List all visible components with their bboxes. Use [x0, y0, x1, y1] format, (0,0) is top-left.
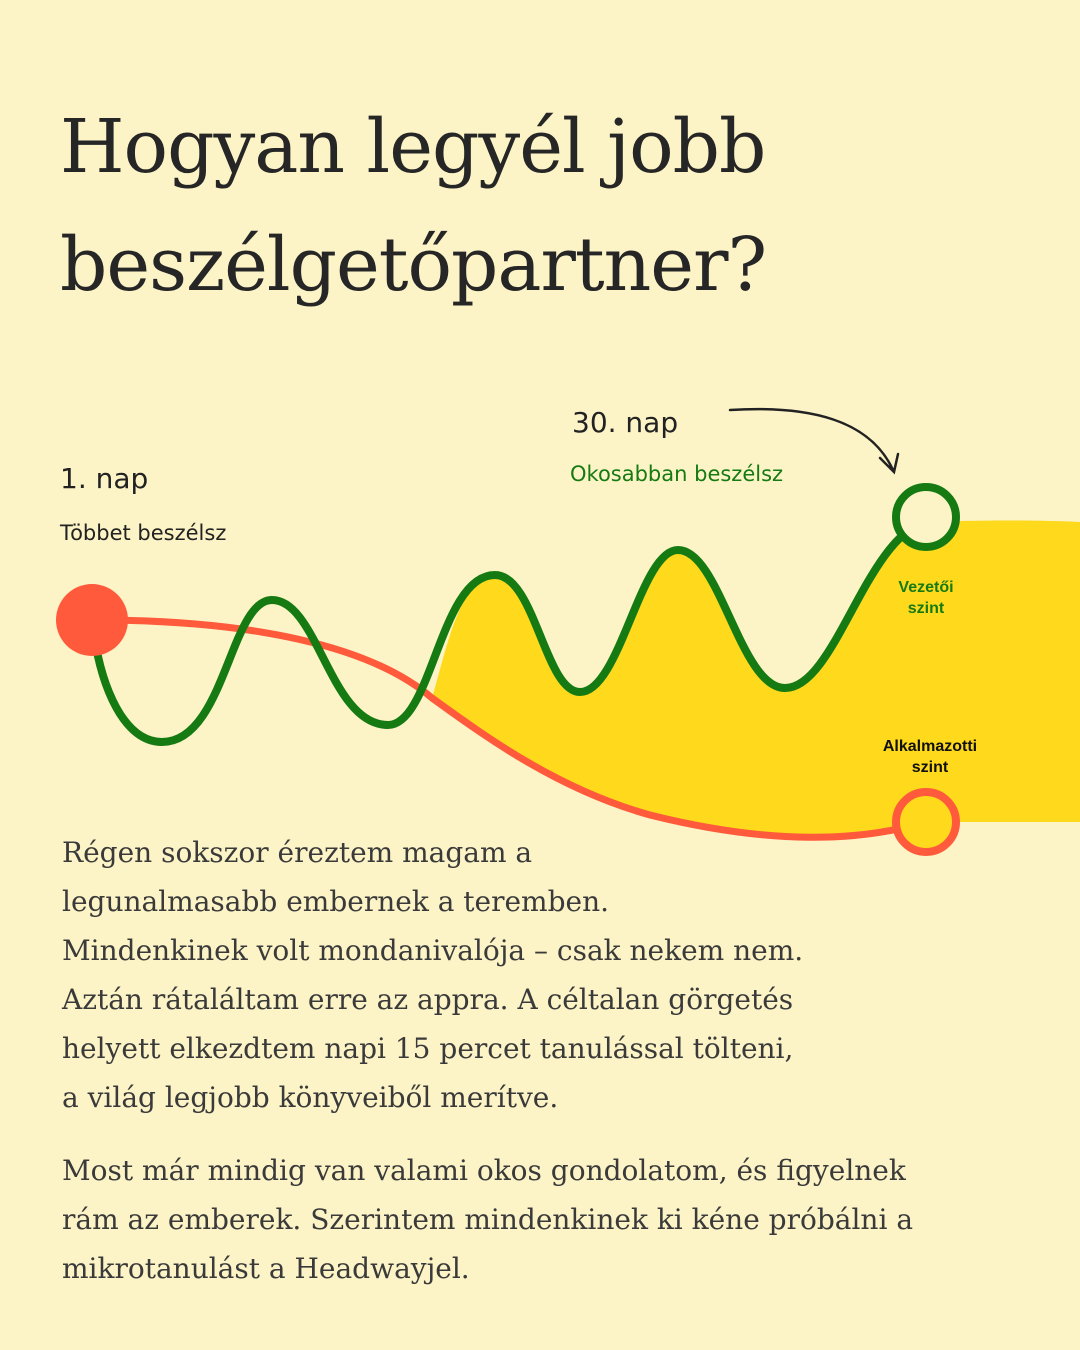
- paragraph-1-line: Régen sokszor éreztem magam a: [62, 836, 533, 869]
- leader-level-label-2: szint: [907, 600, 945, 617]
- paragraph-2-line: mikrotanulást a Headwayjel.: [62, 1252, 470, 1285]
- growth-diagram: [0, 380, 1080, 880]
- paragraph-1-line: helyett elkezdtem napi 15 percet tanulással tölteni,: [62, 1032, 794, 1065]
- page-title: [60, 88, 766, 324]
- end-caption: Okosabban beszélsz: [570, 462, 784, 486]
- start-caption: Többet beszélsz: [60, 521, 227, 545]
- leader-level-label-1: Vezetői: [898, 579, 954, 596]
- paragraph-1-line: Mindenkinek volt mondanivalója – csak nekem nem.: [62, 934, 804, 967]
- employee-level-label-1: Alkalmazotti: [882, 738, 978, 755]
- paragraph-1-line: a világ legjobb könyveiből merítve.: [62, 1081, 559, 1114]
- paragraph-1-line: legunalmasabb embernek a teremben.: [62, 885, 610, 918]
- paragraph-2: [62, 1146, 1022, 1293]
- leader-end-point: [896, 487, 956, 547]
- start-point: [56, 584, 128, 656]
- body-text: [62, 828, 1022, 1317]
- growth-area: [432, 521, 1080, 837]
- paragraph-2-line: Most már mindig van valami okos gondolatom, és figyelnek: [62, 1154, 906, 1187]
- title-line-1: Hogyan legyél jobb: [60, 104, 766, 190]
- end-day-label: 30. nap: [572, 406, 679, 439]
- paragraph-1: [62, 828, 1022, 1122]
- employee-level-label-2: szint: [911, 759, 949, 776]
- start-day-label: 1. nap: [60, 462, 149, 495]
- paragraph-2-line: rám az emberek. Szerintem mindenkinek ki kéne próbálni a: [62, 1203, 914, 1236]
- title-line-2: beszélgetőpartner?: [60, 222, 767, 308]
- paragraph-1-line: Aztán rátaláltam erre az appra. A céltalan görgetés: [62, 983, 794, 1016]
